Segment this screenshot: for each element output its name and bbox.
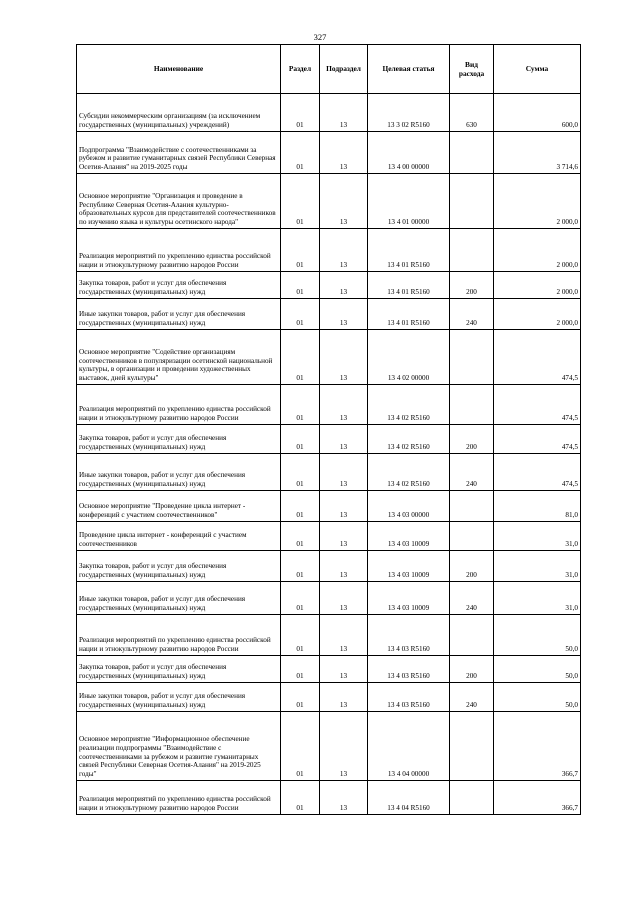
row-section-cell: 01 — [281, 94, 320, 132]
row-expense-cell: 200 — [450, 656, 494, 683]
row-expense-cell: 630 — [450, 94, 494, 132]
table-row — [77, 522, 581, 551]
row-target-cell: 13 4 02 R5160 — [368, 425, 450, 454]
row-section-cell: 01 — [281, 330, 320, 385]
table-row — [77, 94, 581, 132]
row-target-cell: 13 4 03 R5160 — [368, 656, 450, 683]
row-subsection-cell: 13 — [320, 229, 368, 272]
row-expense-cell: 200 — [450, 551, 494, 582]
table-row — [77, 330, 581, 385]
row-expense-cell — [450, 229, 494, 272]
row-name-cell: Иные закупки товаров, работ и услуг для обеспечения государственных (муниципальных) нужд — [77, 582, 281, 615]
row-sum-cell: 474,5 — [494, 425, 581, 454]
row-subsection-cell: 13 — [320, 174, 368, 229]
table-row — [77, 385, 581, 425]
row-expense-cell — [450, 330, 494, 385]
row-subsection-cell: 13 — [320, 425, 368, 454]
row-target-cell: 13 4 04 00000 — [368, 712, 450, 781]
row-name-cell: Закупка товаров, работ и услуг для обеспечения государственных (муниципальных) нужд — [77, 425, 281, 454]
row-name-cell: Основное мероприятие "Проведение цикла интернет - конференций с участием соотечественников" — [77, 491, 281, 522]
row-name-cell: Основное мероприятие "Содействие организациям соотечественников в популяризации осетинской национальной культуры, в организации и проведении художественных выставок, дней культуры" — [77, 330, 281, 385]
row-subsection-cell: 13 — [320, 330, 368, 385]
row-sum-cell: 50,0 — [494, 615, 581, 656]
table-row — [77, 229, 581, 272]
row-sum-cell: 31,0 — [494, 522, 581, 551]
row-section-cell: 01 — [281, 174, 320, 229]
row-sum-cell: 366,7 — [494, 781, 581, 815]
row-expense-cell — [450, 174, 494, 229]
row-subsection-cell: 13 — [320, 132, 368, 174]
row-sum-cell: 2 000,0 — [494, 272, 581, 299]
row-subsection-cell: 13 — [320, 272, 368, 299]
table-row — [77, 582, 581, 615]
row-subsection-cell: 13 — [320, 454, 368, 491]
table-row — [77, 656, 581, 683]
row-target-cell: 13 4 03 R5160 — [368, 683, 450, 712]
row-target-cell: 13 4 01 R5160 — [368, 229, 450, 272]
row-expense-cell — [450, 132, 494, 174]
table-row — [77, 781, 581, 815]
row-expense-cell — [450, 522, 494, 551]
row-target-cell: 13 4 02 R5160 — [368, 454, 450, 491]
table-header-row — [77, 45, 581, 94]
row-section-cell: 01 — [281, 272, 320, 299]
row-expense-cell: 240 — [450, 582, 494, 615]
row-name-cell: Реализация мероприятий по укреплению единства российской нации и этнокультурному развитию народов России — [77, 385, 281, 425]
row-expense-cell — [450, 781, 494, 815]
row-sum-cell: 366,7 — [494, 712, 581, 781]
row-section-cell: 01 — [281, 522, 320, 551]
row-expense-cell: 200 — [450, 425, 494, 454]
row-subsection-cell: 13 — [320, 582, 368, 615]
row-sum-cell: 81,0 — [494, 491, 581, 522]
row-name-cell: Реализация мероприятий по укреплению единства российской нации и этнокультурному развитию народов России — [77, 229, 281, 272]
row-section-cell: 01 — [281, 454, 320, 491]
row-subsection-cell: 13 — [320, 522, 368, 551]
table-row — [77, 425, 581, 454]
row-target-cell: 13 3 02 R5160 — [368, 94, 450, 132]
row-target-cell: 13 4 04 R5160 — [368, 781, 450, 815]
row-subsection-cell: 13 — [320, 781, 368, 815]
row-target-cell: 13 4 03 10009 — [368, 551, 450, 582]
row-sum-cell: 31,0 — [494, 582, 581, 615]
header-name: Наименование — [77, 45, 281, 94]
row-target-cell: 13 4 03 00000 — [368, 491, 450, 522]
row-sum-cell: 50,0 — [494, 683, 581, 712]
row-name-cell: Подпрограмма "Взаимодействие с соотечественниками за рубежом и развитие гуманитарных связей Республики Северная Осетия-Алания" на 2019-2025 годы — [77, 132, 281, 174]
row-name-cell: Закупка товаров, работ и услуг для обеспечения государственных (муниципальных) нужд — [77, 551, 281, 582]
row-target-cell: 13 4 00 00000 — [368, 132, 450, 174]
table-row — [77, 132, 581, 174]
row-name-cell: Субсидии некоммерческим организациям (за исключением государственных (муниципальных) учреждений) — [77, 94, 281, 132]
row-section-cell: 01 — [281, 491, 320, 522]
page-number: 327 — [313, 32, 327, 42]
row-subsection-cell: 13 — [320, 491, 368, 522]
row-expense-cell — [450, 491, 494, 522]
header-target: Целевая статья — [368, 45, 450, 94]
row-name-cell: Основное мероприятие "Информационное обеспечение реализации подпрограммы "Взаимодействие с соотечественниками за рубежом и развитие гуманитарных связей Республики Северная Осетия-Алания" на 2019-2025 годы" — [77, 712, 281, 781]
row-sum-cell: 474,5 — [494, 330, 581, 385]
row-name-cell: Иные закупки товаров, работ и услуг для обеспечения государственных (муниципальных) нужд — [77, 683, 281, 712]
row-expense-cell: 240 — [450, 683, 494, 712]
row-expense-cell — [450, 712, 494, 781]
row-expense-cell — [450, 385, 494, 425]
header-sum: Сумма — [494, 45, 581, 94]
row-section-cell: 01 — [281, 229, 320, 272]
table-row — [77, 491, 581, 522]
row-target-cell: 13 4 03 10009 — [368, 582, 450, 615]
row-sum-cell: 474,5 — [494, 454, 581, 491]
row-target-cell: 13 4 01 R5160 — [368, 272, 450, 299]
row-name-cell: Иные закупки товаров, работ и услуг для обеспечения государственных (муниципальных) нужд — [77, 454, 281, 491]
row-name-cell: Проведение цикла интернет - конференций с участием соотечественников — [77, 522, 281, 551]
table-row — [77, 454, 581, 491]
row-sum-cell: 600,0 — [494, 94, 581, 132]
row-expense-cell: 200 — [450, 272, 494, 299]
row-subsection-cell: 13 — [320, 712, 368, 781]
row-target-cell: 13 4 02 R5160 — [368, 385, 450, 425]
row-subsection-cell: 13 — [320, 683, 368, 712]
row-section-cell: 01 — [281, 781, 320, 815]
row-sum-cell: 3 714,6 — [494, 132, 581, 174]
budget-table — [76, 44, 581, 815]
table-row — [77, 174, 581, 229]
row-subsection-cell: 13 — [320, 385, 368, 425]
row-sum-cell: 2 000,0 — [494, 174, 581, 229]
table-row — [77, 551, 581, 582]
header-section: Раздел — [281, 45, 320, 94]
row-subsection-cell: 13 — [320, 656, 368, 683]
row-expense-cell: 240 — [450, 299, 494, 330]
row-section-cell: 01 — [281, 615, 320, 656]
table-row — [77, 615, 581, 656]
row-section-cell: 01 — [281, 683, 320, 712]
row-name-cell: Закупка товаров, работ и услуг для обеспечения государственных (муниципальных) нужд — [77, 272, 281, 299]
table-row — [77, 712, 581, 781]
header-expense: Вид расхода — [450, 45, 494, 94]
row-name-cell: Закупка товаров, работ и услуг для обеспечения государственных (муниципальных) нужд — [77, 656, 281, 683]
row-section-cell: 01 — [281, 385, 320, 425]
row-name-cell: Основное мероприятие "Организация и проведение в Республике Северная Осетия-Алания культурно-образовательных курсов для представителей соотечественников по изучению языка и культуры осетинского народа" — [77, 174, 281, 229]
table-row — [77, 683, 581, 712]
row-target-cell: 13 4 01 00000 — [368, 174, 450, 229]
row-section-cell: 01 — [281, 425, 320, 454]
row-expense-cell: 240 — [450, 454, 494, 491]
row-section-cell: 01 — [281, 132, 320, 174]
row-sum-cell: 50,0 — [494, 656, 581, 683]
row-section-cell: 01 — [281, 551, 320, 582]
row-subsection-cell: 13 — [320, 299, 368, 330]
row-target-cell: 13 4 02 00000 — [368, 330, 450, 385]
row-name-cell: Реализация мероприятий по укреплению единства российской нации и этнокультурному развитию народов России — [77, 615, 281, 656]
row-target-cell: 13 4 03 R5160 — [368, 615, 450, 656]
header-subsection: Подраздел — [320, 45, 368, 94]
row-sum-cell: 2 000,0 — [494, 229, 581, 272]
row-sum-cell: 2 000,0 — [494, 299, 581, 330]
row-target-cell: 13 4 03 10009 — [368, 522, 450, 551]
table-row — [77, 272, 581, 299]
row-section-cell: 01 — [281, 656, 320, 683]
table-row — [77, 299, 581, 330]
row-section-cell: 01 — [281, 299, 320, 330]
row-expense-cell — [450, 615, 494, 656]
row-subsection-cell: 13 — [320, 551, 368, 582]
row-section-cell: 01 — [281, 712, 320, 781]
row-sum-cell: 474,5 — [494, 385, 581, 425]
row-subsection-cell: 13 — [320, 615, 368, 656]
row-name-cell: Реализация мероприятий по укреплению единства российской нации и этнокультурному развитию народов России — [77, 781, 281, 815]
row-subsection-cell: 13 — [320, 94, 368, 132]
row-section-cell: 01 — [281, 582, 320, 615]
row-sum-cell: 31,0 — [494, 551, 581, 582]
row-target-cell: 13 4 01 R5160 — [368, 299, 450, 330]
row-name-cell: Иные закупки товаров, работ и услуг для обеспечения государственных (муниципальных) нужд — [77, 299, 281, 330]
table-body — [77, 94, 581, 815]
